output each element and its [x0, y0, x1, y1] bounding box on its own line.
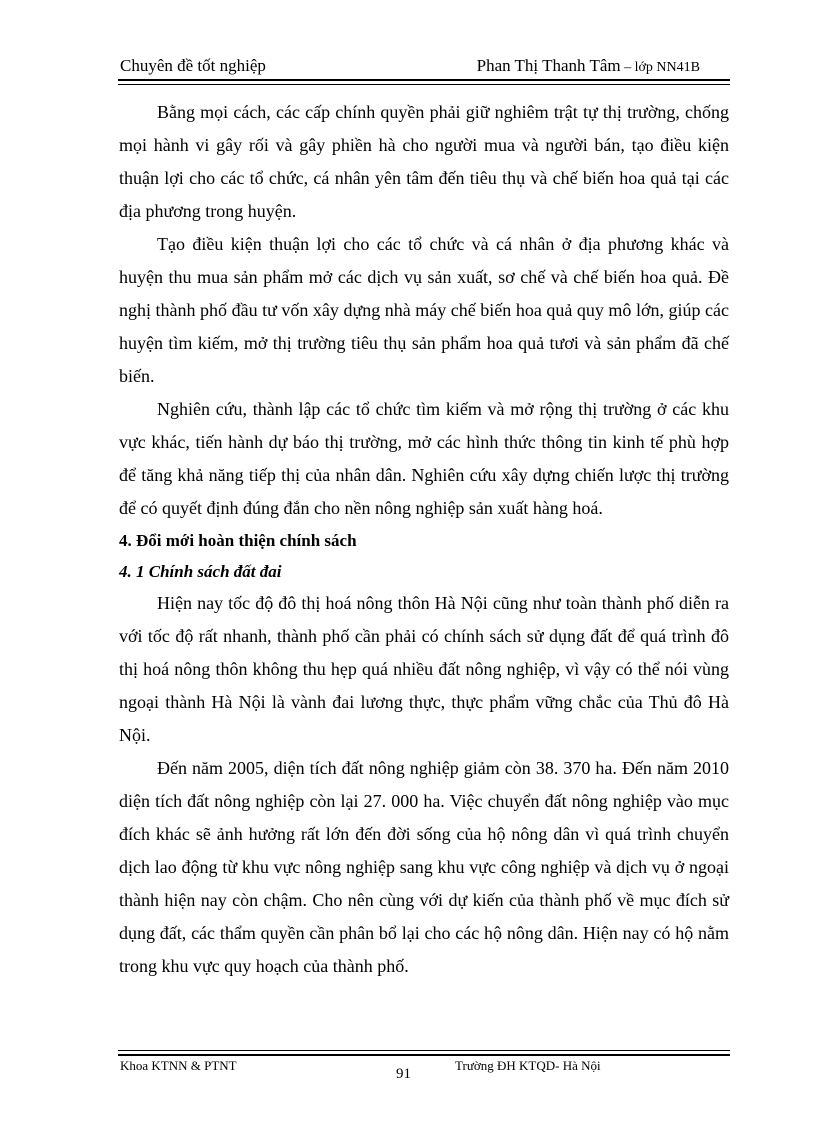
author-info: [477, 56, 700, 76]
footer-rule-thin: [118, 1050, 730, 1051]
paragraph-favorable-conditions: Tạo điều kiện thuận lợi cho các tổ chức và cá nhân ở địa phương khác và huyện thu mua sản phẩm mở các dịch vụ sản xuất, sơ chế và chế biến hoa quả. Đề nghị thành phố đầu tư vốn xây dựng nhà máy chế biến hoa quả quy mô lớn, giúp các huyện tìm kiếm, mở thị trường tiêu thụ sản phẩm hoa quả tươi và sản phẩm đã chế biến.: [119, 234, 729, 386]
header-rule-thin: [118, 84, 730, 85]
paragraph-market-research: Nghiên cứu, thành lập các tổ chức tìm kiếm và mở rộng thị trường ở các khu vực khác, tiến hành dự báo thị trường, mở các hình thức thông tin kinh tế phù hợp để tăng khả năng tiếp thị của nhân dân. Nghiên cứu xây dựng chiến lược thị trường để có quyết định đúng đắn cho nền nông nghiệp sản xuất hàng hoá.: [119, 399, 729, 518]
section-heading: 4. Đổi mới hoàn thiện chính sách: [119, 531, 357, 550]
author-class: – lớp NN41B: [620, 60, 700, 75]
paragraph-urbanization: Hiện nay tốc độ đô thị hoá nông thôn Hà Nội cũng như toàn thành phố diễn ra với tốc độ rất nhanh, thành phố cần phải có chính sách sử dụng đất để quá trình đô thị hoá nông thôn không thu hẹp quá nhiều đất nông nghiệp, vì vậy có thể nói vùng ngoại thành Hà Nội là vành đai lương thực, thực phẩm vững chắc của Thủ đô Hà Nội.: [119, 593, 729, 745]
subsection-heading: 4. 1 Chính sách đất đai: [119, 562, 282, 581]
page-header: [118, 56, 730, 78]
footer-rule-thick: [118, 1054, 730, 1056]
header-rule-thick: [118, 79, 730, 81]
page-body: [119, 96, 729, 983]
paragraph-land-area: Đến năm 2005, diện tích đất nông nghiệp giảm còn 38. 370 ha. Đến năm 2010 diện tích đất nông nghiệp còn lại 27. 000 ha. Việc chuyển đất nông nghiệp vào mục đích khác sẽ ảnh hưởng rất lớn đến đời sống của hộ nông dân vì quá trình chuyển dịch lao động từ khu vực nông nghiệp sang khu vực công nghiệp và dịch vụ ở ngoại thành hiện nay còn chậm. Cho nên cùng với dự kiến của thành phố về mục đích sử dụng đất, các thẩm quyền cần phân bổ lại cho các hộ nông dân. Hiện nay có hộ nằm trong khu vực quy hoạch của thành phố.: [119, 758, 729, 976]
footer-faculty: Khoa KTNN & PTNT: [120, 1058, 237, 1073]
page-number: 91: [396, 1066, 411, 1082]
document-title: Chuyên đề tốt nghiệp: [120, 56, 266, 75]
footer-university: Trường ĐH KTQD- Hà Nội: [455, 1058, 601, 1073]
author-name: Phan Thị Thanh Tâm: [476, 56, 621, 75]
paragraph-market-order: Bằng mọi cách, các cấp chính quyền phải giữ nghiêm trật tự thị trường, chống mọi hành vi gây rối và gây phiền hà cho người mua và người bán, tạo điều kiện thuận lợi cho các tổ chức, cá nhân yên tâm đến tiêu thụ và chế biến hoa quả tại các địa phương trong huyện.: [119, 102, 729, 221]
